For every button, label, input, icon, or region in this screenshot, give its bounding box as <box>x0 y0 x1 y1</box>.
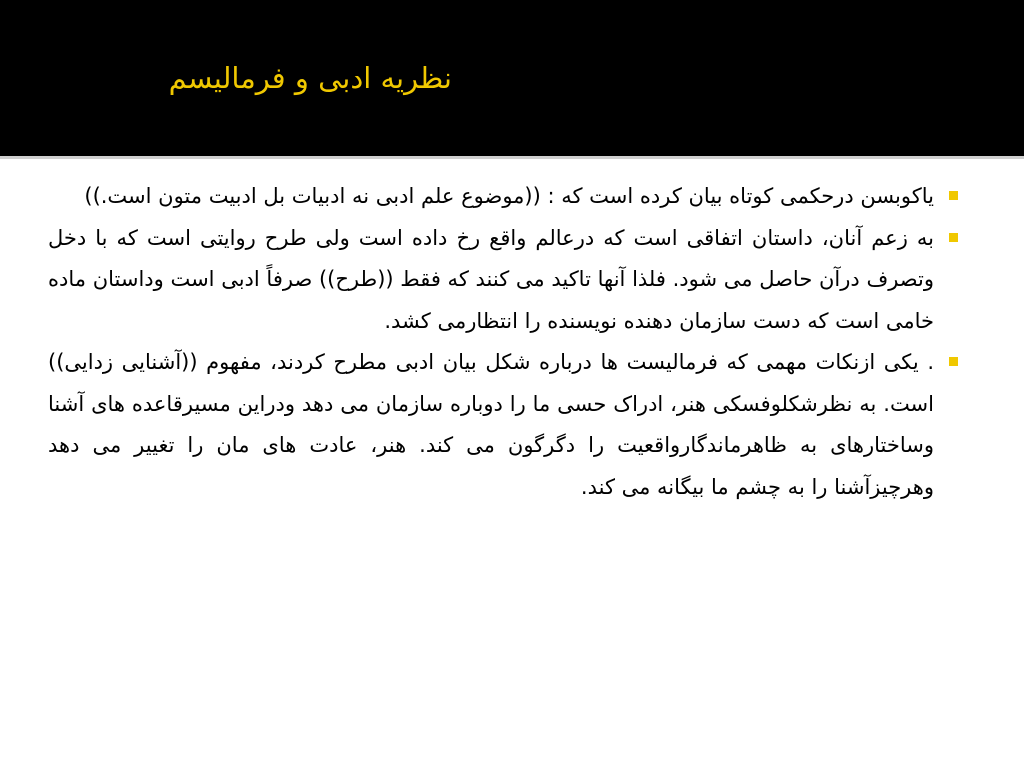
bullet-text: . یکی ازنکات مهمی که فرمالیست ها درباره شکل بیان ادبی مطرح کردند، مفهوم ((آشنایی زدایی)) است. به نظرشکلوفسکی هنر، ادراک حسی ما را دوباره سازمان می دهد ودراین مسیرقاعده های آشنا وساختارهای به ظاهرماندگارواقعیت را دگرگون می کند. هنر، عادت های مان را تغییر می دهد وهرچیزآشنا را به چشم ما بیگانه می کند. <box>48 350 934 499</box>
square-bullet-icon <box>949 357 958 366</box>
slide-title: نظریه ادبی و فرمالیسم <box>168 61 452 95</box>
bullet-list <box>48 176 960 508</box>
square-bullet-icon <box>949 191 958 200</box>
square-bullet-icon <box>949 233 958 242</box>
bullet-text: به زعم آنان، داستان اتفاقی است که درعالم واقع رخ داده است ولی طرح روایتی است که با دخل وتصرف درآن حاصل می شود. فلذا آنها تاکید می کنند که فقط ((طرح)) صرفاً ادبی است وداستان ماده خامی است که دست سازمان دهنده نویسنده را انتظارمی کشد. <box>48 225 934 333</box>
title-divider <box>0 156 1024 159</box>
title-band <box>0 0 1024 156</box>
bullet-text: یاکوبسن درحکمی کوتاه بیان کرده است که : ((موضوع علم ادبی نه ادبیات بل ادبیت متون است.)) <box>84 184 934 208</box>
bullet-item <box>48 342 960 508</box>
bullet-item <box>48 218 960 343</box>
bullet-item <box>48 176 960 218</box>
